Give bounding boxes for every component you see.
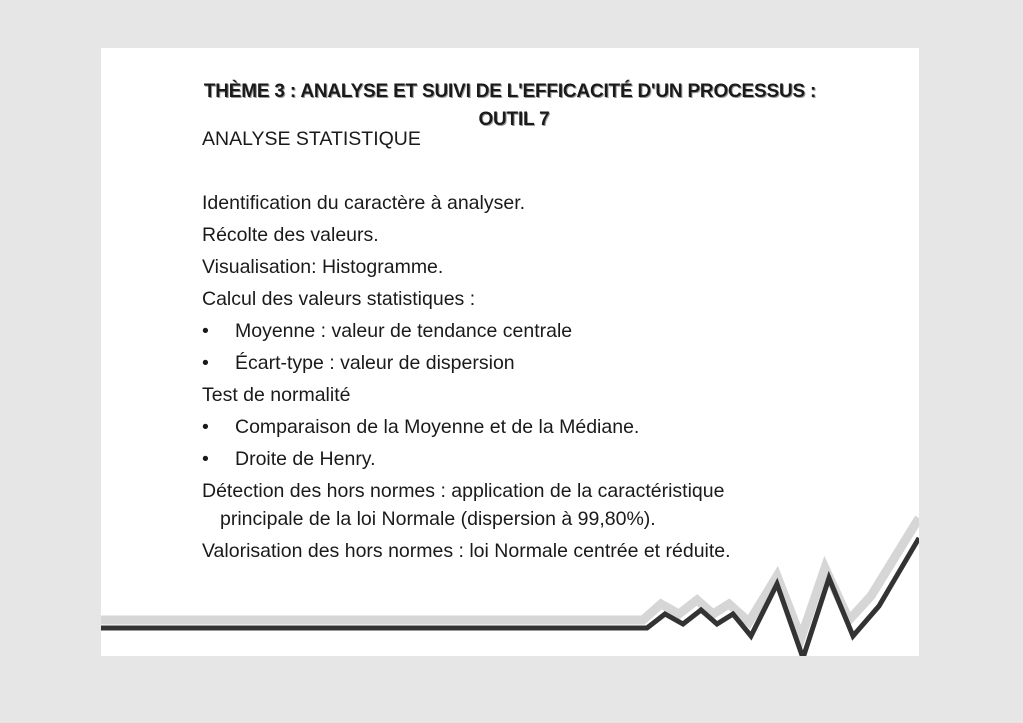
bullet-text: Écart-type : valeur de dispersion: [235, 352, 515, 374]
bullet-glyph: •: [202, 352, 209, 374]
subtitle: ANALYSE STATISTIQUE: [202, 128, 421, 150]
item-test-normalite: Test de normalité: [202, 384, 351, 406]
bullet-text: Droite de Henry.: [235, 448, 376, 470]
title-line-2: OUTIL 7: [478, 109, 550, 130]
item-calcul: Calcul des valeurs statistiques :: [202, 288, 476, 310]
item-visualisation: Visualisation: Histogramme.: [202, 256, 444, 278]
wave-light: [101, 518, 919, 638]
bullet-glyph: •: [202, 448, 209, 470]
item-detection: Détection des hors normes : application de la caractéristique: [202, 480, 725, 502]
bullet-glyph: •: [202, 416, 209, 438]
item-recolte: Récolte des valeurs.: [202, 224, 379, 246]
slide: [101, 48, 919, 656]
wave-dark: [101, 538, 919, 656]
bullet-text: Moyenne : valeur de tendance centrale: [235, 320, 573, 342]
item-valorisation: Valorisation des hors normes : loi Normale centrée et réduite.: [202, 540, 731, 562]
decorative-signal-wave: [101, 48, 919, 656]
title-line-1: THÈME 3 : ANALYSE ET SUIVI DE L'EFFICACITÉ D'UN PROCESSUS :: [203, 81, 817, 102]
bullet-text: Comparaison de la Moyenne et de la Médiane.: [235, 416, 640, 438]
bullet-glyph: •: [202, 320, 209, 342]
item-identification: Identification du caractère à analyser.: [202, 192, 526, 214]
item-detection-continued: principale de la loi Normale (dispersion à 99,80%).: [220, 508, 656, 530]
